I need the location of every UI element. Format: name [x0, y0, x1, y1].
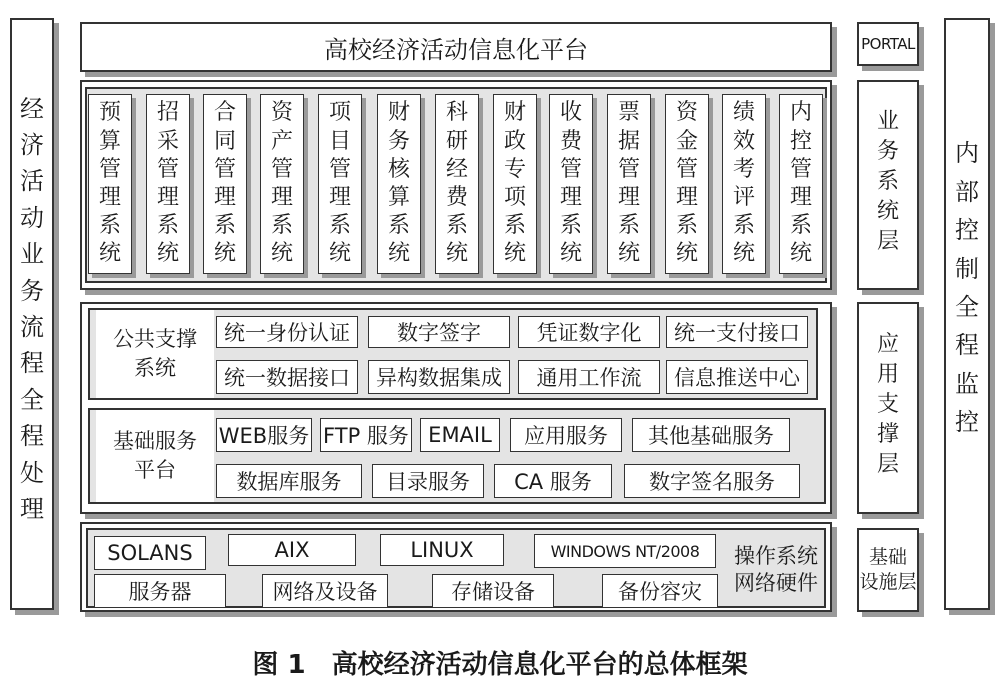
hardware-box: 服务器 [94, 574, 226, 608]
infra-layer-line2: 设施层 [859, 571, 917, 593]
public-support-label [96, 310, 214, 398]
module-char: 系 [559, 213, 582, 239]
module-char: 费 [559, 128, 582, 154]
module-char: 统 [213, 241, 236, 267]
system-module [260, 94, 304, 274]
vertical-char: 程 [20, 349, 44, 378]
business-systems-panel [80, 80, 832, 290]
hardware-box: 网络及设备 [262, 574, 388, 608]
module-char: 财 [503, 100, 526, 126]
vertical-char: 全 [20, 385, 44, 414]
vertical-char: 理 [20, 494, 44, 523]
module-char: 管 [213, 156, 236, 182]
vertical-char: 务 [876, 138, 899, 164]
module-char: 系 [156, 213, 179, 239]
module-char: 系 [270, 213, 293, 239]
vertical-char: 处 [20, 458, 44, 487]
vertical-char: 务 [20, 276, 44, 305]
module-char: 资 [675, 100, 698, 126]
module-char: 统 [328, 241, 351, 267]
module-char: 系 [503, 213, 526, 239]
module-char: 考 [732, 156, 755, 182]
system-module [779, 94, 823, 274]
module-char: 资 [270, 100, 293, 126]
module-char: 统 [503, 241, 526, 267]
module-char: 理 [789, 185, 812, 210]
right-control-text [955, 140, 979, 447]
module-char: 政 [503, 128, 526, 154]
figure-caption: 图 1 高校经济活动信息化平台的总体框架 [252, 649, 748, 680]
module-char: 合 [213, 100, 236, 126]
hardware-box: 备份容灾 [602, 574, 718, 608]
module-char: 统 [617, 241, 640, 267]
module-char: 系 [617, 213, 640, 239]
module-char: 效 [732, 128, 755, 154]
system-module [203, 94, 247, 274]
vertical-char: 经 [20, 94, 44, 123]
service-box: EMAIL [420, 418, 500, 452]
app-support-panel [80, 302, 832, 514]
vertical-char: 流 [20, 313, 44, 341]
platform-title: 高校经济活动信息化平台 [80, 22, 832, 72]
public-support-label-line1: 公共支撑 [113, 326, 197, 351]
vertical-char: 部 [955, 177, 979, 206]
vertical-char: 全 [955, 293, 979, 321]
service-box: 统一支付接口 [666, 316, 808, 348]
vertical-char: 层 [876, 229, 899, 255]
hardware-box: 存储设备 [432, 574, 554, 608]
system-module [493, 94, 537, 274]
vertical-char: 用 [876, 361, 899, 387]
app-support-layer-label [857, 302, 919, 514]
infrastructure-panel [80, 522, 832, 612]
service-box: 目录服务 [372, 464, 484, 498]
module-char: 算 [98, 128, 121, 154]
module-char: 绩 [732, 100, 755, 126]
module-char: 专 [503, 156, 526, 182]
service-box: CA 服务 [494, 464, 612, 498]
vertical-char: 程 [20, 422, 44, 451]
module-char: 管 [675, 156, 698, 182]
service-box: 数字签名服务 [624, 464, 800, 498]
module-char: 收 [559, 100, 582, 126]
module-char: 系 [387, 213, 410, 239]
module-char: 管 [270, 156, 293, 182]
module-char: 理 [675, 185, 698, 210]
module-char: 统 [445, 241, 468, 267]
base-services-label-line2: 平台 [134, 458, 176, 482]
module-char: 项 [328, 100, 351, 126]
service-box: 应用服务 [510, 418, 622, 452]
os-box: AIX [228, 534, 356, 566]
portal-label: PORTAL [857, 22, 919, 66]
system-module [377, 94, 421, 274]
os-box: WINDOWS NT/2008 [534, 534, 716, 568]
vertical-char: 内 [955, 139, 979, 168]
module-char: 系 [328, 213, 351, 239]
module-char: 统 [387, 241, 410, 267]
system-module [318, 94, 362, 274]
infra-layer-label [857, 528, 919, 612]
module-char: 评 [732, 185, 755, 210]
service-box: 异构数据集成 [368, 360, 510, 394]
public-support-group [88, 308, 818, 400]
infra-layer-line1: 基础 [868, 546, 907, 569]
business-layer-text [877, 110, 899, 261]
infrastructure-inner [86, 528, 826, 608]
module-char: 金 [675, 128, 698, 154]
service-box: 凭证数字化 [518, 316, 660, 348]
module-char: 理 [213, 185, 236, 210]
os-hardware-label-line2: 网络硬件 [734, 571, 818, 595]
service-box: 统一数据接口 [216, 360, 358, 394]
module-char: 理 [270, 185, 293, 210]
module-char: 管 [328, 156, 351, 182]
module-char: 据 [617, 128, 640, 154]
module-char: 算 [387, 185, 410, 210]
module-char: 系 [98, 213, 121, 239]
vertical-char: 动 [20, 203, 44, 232]
module-char: 管 [98, 156, 121, 182]
module-char: 系 [213, 213, 236, 239]
service-box: 信息推送中心 [666, 360, 808, 394]
module-char: 系 [732, 213, 755, 239]
vertical-char: 撑 [876, 422, 899, 448]
service-box: 数据库服务 [216, 464, 362, 498]
vertical-char: 制 [955, 254, 979, 283]
vertical-char: 业 [20, 240, 44, 269]
module-char: 统 [98, 241, 121, 267]
module-char: 理 [617, 185, 640, 210]
right-control-label [944, 18, 990, 610]
os-box: LINUX [380, 534, 504, 566]
vertical-char: 控 [955, 216, 979, 245]
public-support-label-line2: 系统 [134, 356, 176, 380]
module-char: 招 [156, 100, 179, 126]
system-module [549, 94, 593, 274]
module-char: 科 [445, 100, 468, 126]
module-char: 管 [156, 156, 179, 182]
module-char: 同 [213, 128, 236, 154]
module-char: 管 [789, 156, 812, 182]
vertical-char: 监 [955, 369, 979, 398]
module-char: 目 [328, 128, 351, 154]
vertical-char: 程 [955, 331, 979, 360]
module-char: 项 [503, 185, 526, 210]
module-char: 经 [445, 156, 468, 182]
business-layer-label [857, 80, 919, 290]
vertical-char: 支 [876, 391, 899, 417]
module-char: 统 [732, 241, 755, 267]
module-char: 系 [675, 213, 698, 239]
left-flow-label [10, 18, 54, 610]
base-services-group [88, 408, 826, 504]
vertical-char: 系 [876, 168, 899, 194]
vertical-char: 活 [20, 167, 44, 196]
module-char: 财 [387, 100, 410, 126]
module-char: 管 [617, 156, 640, 182]
system-module [665, 94, 709, 274]
service-box: 通用工作流 [518, 360, 660, 394]
vertical-char: 统 [876, 199, 899, 225]
base-services-label-line1: 基础服务 [113, 428, 197, 453]
left-flow-text [20, 96, 44, 533]
service-box: FTP 服务 [320, 418, 412, 452]
base-services-label [96, 410, 214, 502]
module-char: 理 [559, 185, 582, 210]
system-module [146, 94, 190, 274]
vertical-char: 层 [876, 452, 899, 478]
module-char: 控 [789, 128, 812, 154]
vertical-char: 业 [876, 108, 899, 134]
module-char: 研 [445, 128, 468, 154]
vertical-char: 应 [876, 331, 899, 357]
service-box: WEB服务 [216, 418, 312, 452]
system-module [435, 94, 479, 274]
module-char: 理 [98, 185, 121, 210]
module-char: 产 [270, 128, 293, 154]
module-char: 核 [387, 156, 410, 182]
module-char: 统 [789, 241, 812, 267]
os-box: SOLANS [94, 536, 206, 570]
service-box: 其他基础服务 [632, 418, 790, 452]
module-char: 采 [156, 128, 179, 154]
module-char: 理 [156, 185, 179, 210]
system-module [722, 94, 766, 274]
vertical-char: 济 [20, 131, 44, 160]
module-char: 统 [270, 241, 293, 267]
module-char: 统 [559, 241, 582, 267]
module-char: 内 [789, 100, 812, 126]
app-support-layer-text [877, 333, 899, 484]
system-module [88, 94, 132, 274]
module-char: 管 [559, 156, 582, 182]
service-box: 统一身份认证 [216, 316, 358, 348]
module-char: 统 [675, 241, 698, 267]
module-char: 预 [98, 100, 121, 126]
module-char: 费 [445, 185, 468, 210]
module-char: 系 [789, 213, 812, 239]
os-hardware-label [728, 532, 824, 608]
module-char: 系 [445, 213, 468, 239]
module-char: 统 [156, 241, 179, 267]
service-box: 数字签字 [368, 316, 510, 348]
module-char: 务 [387, 128, 410, 154]
os-hardware-label-line1: 操作系统 [734, 543, 818, 568]
vertical-char: 控 [955, 408, 979, 437]
module-char: 理 [328, 185, 351, 210]
system-module [607, 94, 651, 274]
module-char: 票 [617, 100, 640, 126]
